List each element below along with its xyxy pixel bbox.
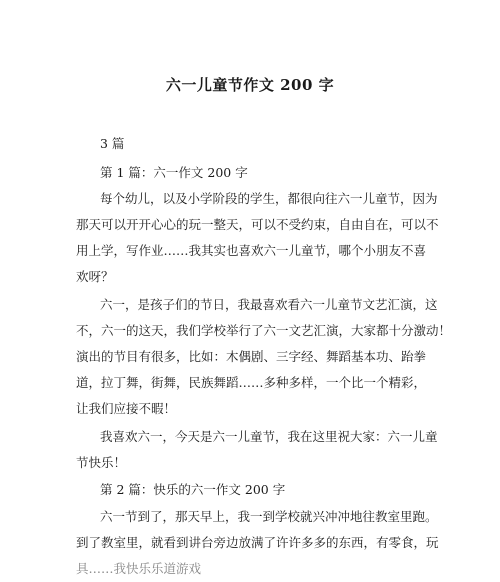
- section-1-paragraph-3: [76, 424, 438, 476]
- paragraph-line: 欢呀？: [76, 269, 114, 284]
- section-2-heading: 第 2 篇：快乐的六一作文 200 字: [100, 482, 286, 497]
- section-1-paragraph-1: [76, 186, 439, 290]
- paragraph-line: 演出的节目有很多，比如：木偶剧、三字经、舞蹈基本功、跆拳: [76, 349, 427, 364]
- section-1-heading: 第 1 篇：六一作文 200 字: [100, 165, 248, 180]
- paragraph-line: 那天可以开开心心的玩一整天，可以不受约束，自由自在，可以不: [76, 217, 439, 232]
- section-2-paragraph-1: [76, 504, 439, 582]
- paragraph-line: 六一节到了，那天早上，我一到学校就兴冲冲地往教室里跑。: [100, 509, 438, 524]
- paragraph-line: 到了教室里，就看到讲台旁边放满了许许多多的东西，有零食，玩: [76, 535, 439, 550]
- paragraph-line: 具……我快乐乐道游戏: [76, 561, 202, 576]
- paragraph-line: 节快乐！: [76, 455, 127, 470]
- article-count: 3 篇: [100, 136, 125, 151]
- paragraph-line: 道，拉丁舞，街舞，民族舞蹈……多种多样，一个比一个精彩，: [76, 375, 427, 390]
- paragraph-line: 我喜欢六一，今天是六一儿童节，我在这里祝大家：六一儿童: [100, 429, 438, 444]
- paragraph-line: 让我们应接不暇！: [76, 401, 177, 416]
- section-1-paragraph-2: [76, 292, 452, 422]
- paragraph-line: 不，六一的这天，我们学校举行了六一文艺汇演，大家都十分激动！: [76, 323, 452, 338]
- paragraph-line: 用上学，写作业……我其实也喜欢六一儿童节，哪个小朋友不喜: [76, 243, 427, 258]
- paragraph-line: 每个幼儿，以及小学阶段的学生，都很向往六一儿童节，因为: [100, 191, 438, 206]
- document-title: 六一儿童节作文 200 字: [165, 76, 335, 94]
- paragraph-line: 六一，是孩子们的节日，我最喜欢看六一儿童节文艺汇演，这: [100, 297, 438, 312]
